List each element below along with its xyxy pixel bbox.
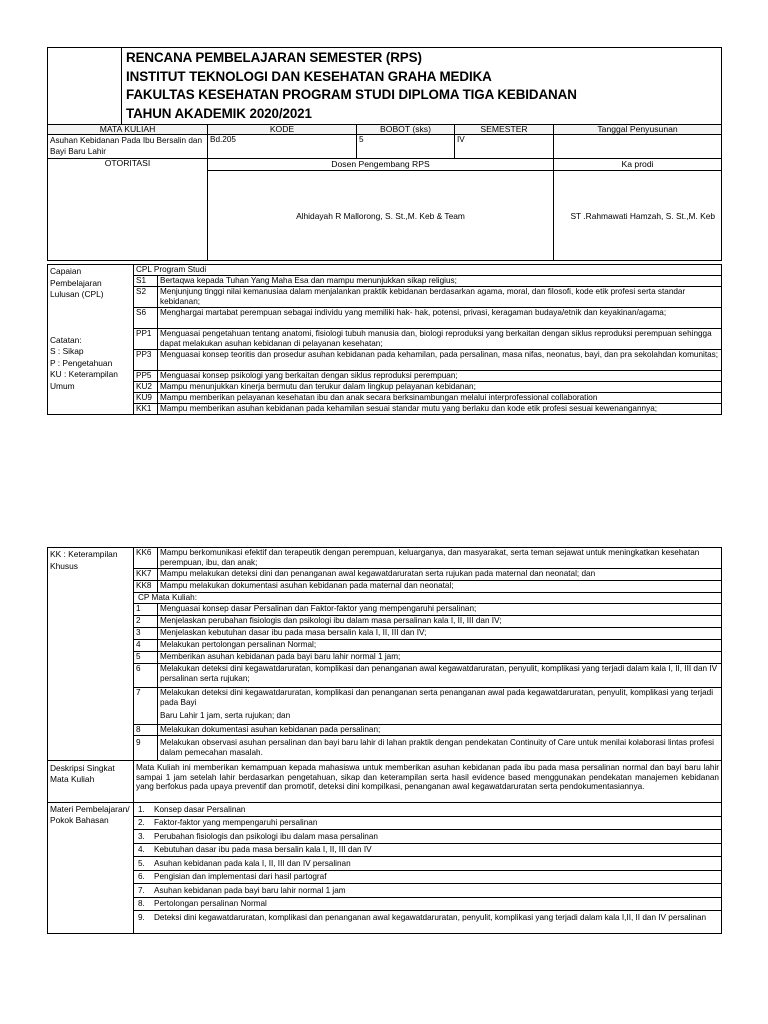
kk-table	[47, 547, 722, 934]
cpl-code: PP5	[134, 371, 158, 382]
cpmk-number: 4	[134, 640, 158, 652]
cpmk-text: Menjelaskan perubahan fisiologis dan psikologi ibu dalam masa persalinan kala I, II, III dan IV;	[158, 616, 722, 628]
cpl-code: S2	[134, 287, 158, 308]
materi-text: Deteksi dini kegawatdaruratan, komplikasi dan penanganan awal kegawatdaruratan, penyulit, komplikasi yang terjadi dalam kala I,II, II dan IV persalinan	[154, 913, 707, 922]
materi-list	[134, 803, 721, 933]
cpl-table	[47, 264, 722, 415]
cpmk-number: 9	[134, 736, 158, 761]
bobot-value: 5	[357, 135, 455, 159]
materi-text: Perubahan fisiologis dan psikologi ibu dalam masa persalinan	[154, 831, 378, 841]
cpl-text: Menghargai martabat perempuan sebagai individu yang memiliki hak- hak, potensi, privasi, keragaman budaya/etnik dan keyakinan/agama;	[158, 308, 722, 329]
catatan-label: Catatan:	[50, 334, 82, 345]
cpl-code: KU2	[134, 382, 158, 393]
cpl-code: S1	[134, 276, 158, 287]
list-item	[134, 857, 721, 871]
materi-text: Asuhan kebidanan pada kala I, II, III dan IV persalinan	[154, 858, 351, 868]
cpmk-text: Menguasai konsep dasar Persalinan dan Faktor-faktor yang mempengaruhi persalinan;	[158, 604, 722, 616]
list-item	[134, 803, 721, 817]
cpmk-text: Melakukan deteksi dini kegawatdaruratan, komplikasi dan penanganan awal kegawatdaruratan, penyulit, komplikasi yang terjadi dalam kala I, II, III dan IV persalinan serta rujukan;	[158, 664, 722, 688]
pengetahuan-note: P : Pengetahuan	[50, 357, 113, 368]
cpl-code: KK1	[134, 404, 158, 415]
cpl-text: Menjunjung tinggi nilai kemanusiaa dalam menjalankan praktik kebidanan berdasarkan agama, moral, dan filosofi, kode etik profesi serta standar kebidanan;	[158, 287, 722, 308]
cpmk-number: 6	[134, 664, 158, 688]
cpl-text: Menguasai konsep teoritis dan prosedur asuhan kebidanan pada kehamilan, pada persalinan, masa nifas, neonatus, bayi, dan pra sekolahdan komunitas;	[158, 350, 722, 371]
cpmk-text-extra: Baru Lahir 1 jam, serta rujukan; dan	[160, 711, 291, 720]
rps-header-table	[47, 47, 722, 261]
col-mata-kuliah: MATA KULIAH	[48, 125, 208, 135]
cpl-code: PP1	[134, 329, 158, 350]
cpmk-number: 5	[134, 652, 158, 664]
dosen-pengembang-label: Dosen Pengembang RPS	[208, 159, 554, 171]
dosen-name: Alhidayah R Mallorong, S. St.,M. Keb & Team	[296, 210, 465, 221]
materi-text: Pertolongan persalinan Normal	[154, 899, 267, 908]
title-line-4: TAHUN AKADEMIK 2020/2021	[126, 105, 312, 121]
kk-text: Mampu melakukan dokumentasi asuhan kebidanan pada maternal dan neonatal;	[158, 581, 722, 593]
kk-label: KK : Keterampilan Khusus	[48, 548, 134, 761]
cpmk-text: Melakukan pertolongan persalinan Normal;	[158, 640, 722, 652]
list-item	[134, 830, 721, 844]
title-line-2: INSTITUT TEKNOLOGI DAN KESEHATAN GRAHA MEDIKA	[126, 68, 492, 84]
cpmk-number: 7	[134, 688, 158, 725]
cpl-label-cell	[48, 265, 134, 415]
logo-cell	[48, 48, 122, 125]
cpl-program-label: CPL Program Studi	[134, 265, 722, 276]
cpl-text: Menguasai pengetahuan tentang anatomi, fisiologi tubuh manusia dan, biologi reproduksi yang berkaitan dengan siklus reproduksi perempuan sehingga dapat melakukan asuhan kebidanan di pelayanan kesehatan;	[158, 329, 722, 350]
col-kode: KODE	[208, 125, 357, 135]
cpl-text: Mampu memberikan asuhan kebidanan pada kehamilan sesuai standar mutu yang berlaku dan kode etik profesi sesuai kewenangannya;	[158, 404, 722, 415]
materi-label: Materi Pembelajaran/ Pokok Bahasan	[48, 803, 134, 934]
cpl-code: KU9	[134, 393, 158, 404]
list-item	[134, 911, 721, 933]
materi-text: Konsep dasar Persalinan	[154, 804, 246, 814]
col-tanggal: Tanggal Penyusunan	[554, 125, 722, 135]
list-item	[134, 898, 721, 912]
semester-value: IV	[455, 135, 554, 159]
cpmk-number: 2	[134, 616, 158, 628]
title-line-3: FAKULTAS KESEHATAN PROGRAM STUDI DIPLOMA TIGA KEBIDANAN	[126, 87, 577, 102]
materi-text: Asuhan kebidanan pada bayi baru lahir normal 1 jam	[154, 885, 346, 895]
cpl-text: Mampu memberikan pelayanan kesehatan ibu dan anak secara berksinambungan melalui interprofessional collaboration	[158, 393, 722, 404]
kk-code: KK6	[134, 548, 158, 569]
materi-number: 4.	[138, 845, 145, 854]
cpl-text: Mampu menunjukkan kinerja bermutu dan terukur dalam lingkup pelayanan kebidanan;	[158, 382, 722, 393]
list-item	[134, 884, 721, 898]
cpl-text: Menguasai konsep psikologi yang berkaitan dengan siklus reproduksi perempuan;	[158, 371, 722, 382]
deskripsi-label: Deskripsi Singkat Mata Kuliah	[48, 761, 134, 803]
otoritasi-label: OTORITASI	[48, 159, 208, 261]
materi-number: 5.	[138, 858, 145, 868]
document-title	[122, 48, 722, 125]
mata-kuliah-value: Asuhan Kebidanan Pada Ibu Bersalin dan Bayi Baru Lahir	[48, 135, 208, 159]
tanggal-value	[554, 135, 722, 159]
kaprodi-name: ST .Rahmawati Hamzah, S. St.,M. Keb	[570, 210, 716, 221]
materi-text: Kebutuhan dasar ibu pada masa bersalin kala I, II, III dan IV	[154, 845, 372, 854]
list-item	[134, 871, 721, 885]
cpl-label: Capaian Pembelajaran Lulusan (CPL)	[50, 266, 104, 299]
materi-number: 9.	[138, 913, 145, 922]
cpl-code: S6	[134, 308, 158, 329]
materi-list-cell	[134, 803, 722, 934]
title-line-1: RENCANA PEMBELAJARAN SEMESTER (RPS)	[126, 50, 422, 65]
materi-text: Pengisian dan implementasi dari hasil partograf	[154, 872, 327, 881]
keterampilan-umum-note: KU : Keterampilan Umum	[50, 369, 118, 391]
kaprodi-label: Ka prodi	[554, 159, 722, 171]
materi-number: 6.	[138, 872, 145, 881]
kaprodi-signature-cell	[554, 171, 722, 261]
cpmk-text: Melakukan deteksi dini kegawatdaruratan, komplikasi dan penanganan serta penanganan awal pada kegawatdaruratan, penyulit, komplikasi yang terjadi pada Bayi	[160, 688, 714, 707]
materi-number: 1.	[138, 804, 145, 814]
materi-number: 2.	[138, 818, 145, 827]
cpmk-text: Memberikan asuhan kebidanan pada bayi baru lahir normal 1 jam;	[158, 652, 722, 664]
materi-number: 3.	[138, 831, 145, 841]
cpmk-text: Melakukan observasi asuhan persalinan dan bayi baru lahir di lahan praktik dengan pendekatan Continuity of Care untuk menilai kolaborasi lintas profesi dalam pemecahan masalah.	[158, 736, 722, 761]
list-item	[134, 844, 721, 858]
cp-mata-kuliah-label: CP Mata Kuliah:	[134, 593, 722, 604]
cpl-text: Bertaqwa kepada Tuhan Yang Maha Esa dan mampu menunjukkan sikap religius;	[158, 276, 722, 287]
cpmk-text-7	[158, 688, 722, 725]
col-bobot: BOBOT (sks)	[357, 125, 455, 135]
col-semester: SEMESTER	[455, 125, 554, 135]
materi-text: Faktor-faktor yang mempengaruhi persalinan	[154, 818, 318, 827]
kk-code: KK7	[134, 569, 158, 581]
cpmk-text: Melakukan dokumentasi asuhan kebidanan pada persalinan;	[158, 725, 722, 736]
cpmk-text: Menjelaskan kebutuhan dasar ibu pada masa bersalin kala I, II, III dan IV;	[158, 628, 722, 640]
deskripsi-text: Mata Kuliah ini memberikan kemampuan kepada mahasiswa untuk memberikan asuhan kebidanan pada ibu pada masa persalinan normal dan bayi baru lahir sampai 1 jam setelah lahir berdasarkan pengetahuan, sikap dan keterampilan serta hasil evidence based menggunakan pendekatan manajemen kebidanan yang berfokus pada upaya preventif dan promotif, deteksi dini kompilkasi, penanganan awal kegawatdaruratan serta pendokumentasiannya.	[134, 761, 722, 803]
materi-number: 7.	[138, 885, 145, 895]
kode-value: Bd.205	[208, 135, 357, 159]
dosen-signature-cell	[208, 171, 554, 261]
kk-text: Mampu melakukan deteksi dini dan penanganan awal kegawatdaruratan serta rujukan pada maternal dan neonatal; dan	[158, 569, 722, 581]
cpmk-number: 1	[134, 604, 158, 616]
cpl-code: PP3	[134, 350, 158, 371]
sikap-note: S : Sikap	[50, 346, 84, 356]
cpmk-number: 8	[134, 725, 158, 736]
materi-number: 8.	[138, 899, 145, 908]
kk-text: Mampu berkomunikasi efektif dan terapeutik dengan perempuan, keluarganya, dan masyarakat, serta teman sejawat untuk meningkatkan kesehatan perempuan, ibu, dan anak;	[158, 548, 722, 569]
list-item	[134, 817, 721, 831]
cpmk-number: 3	[134, 628, 158, 640]
kk-code: KK8	[134, 581, 158, 593]
